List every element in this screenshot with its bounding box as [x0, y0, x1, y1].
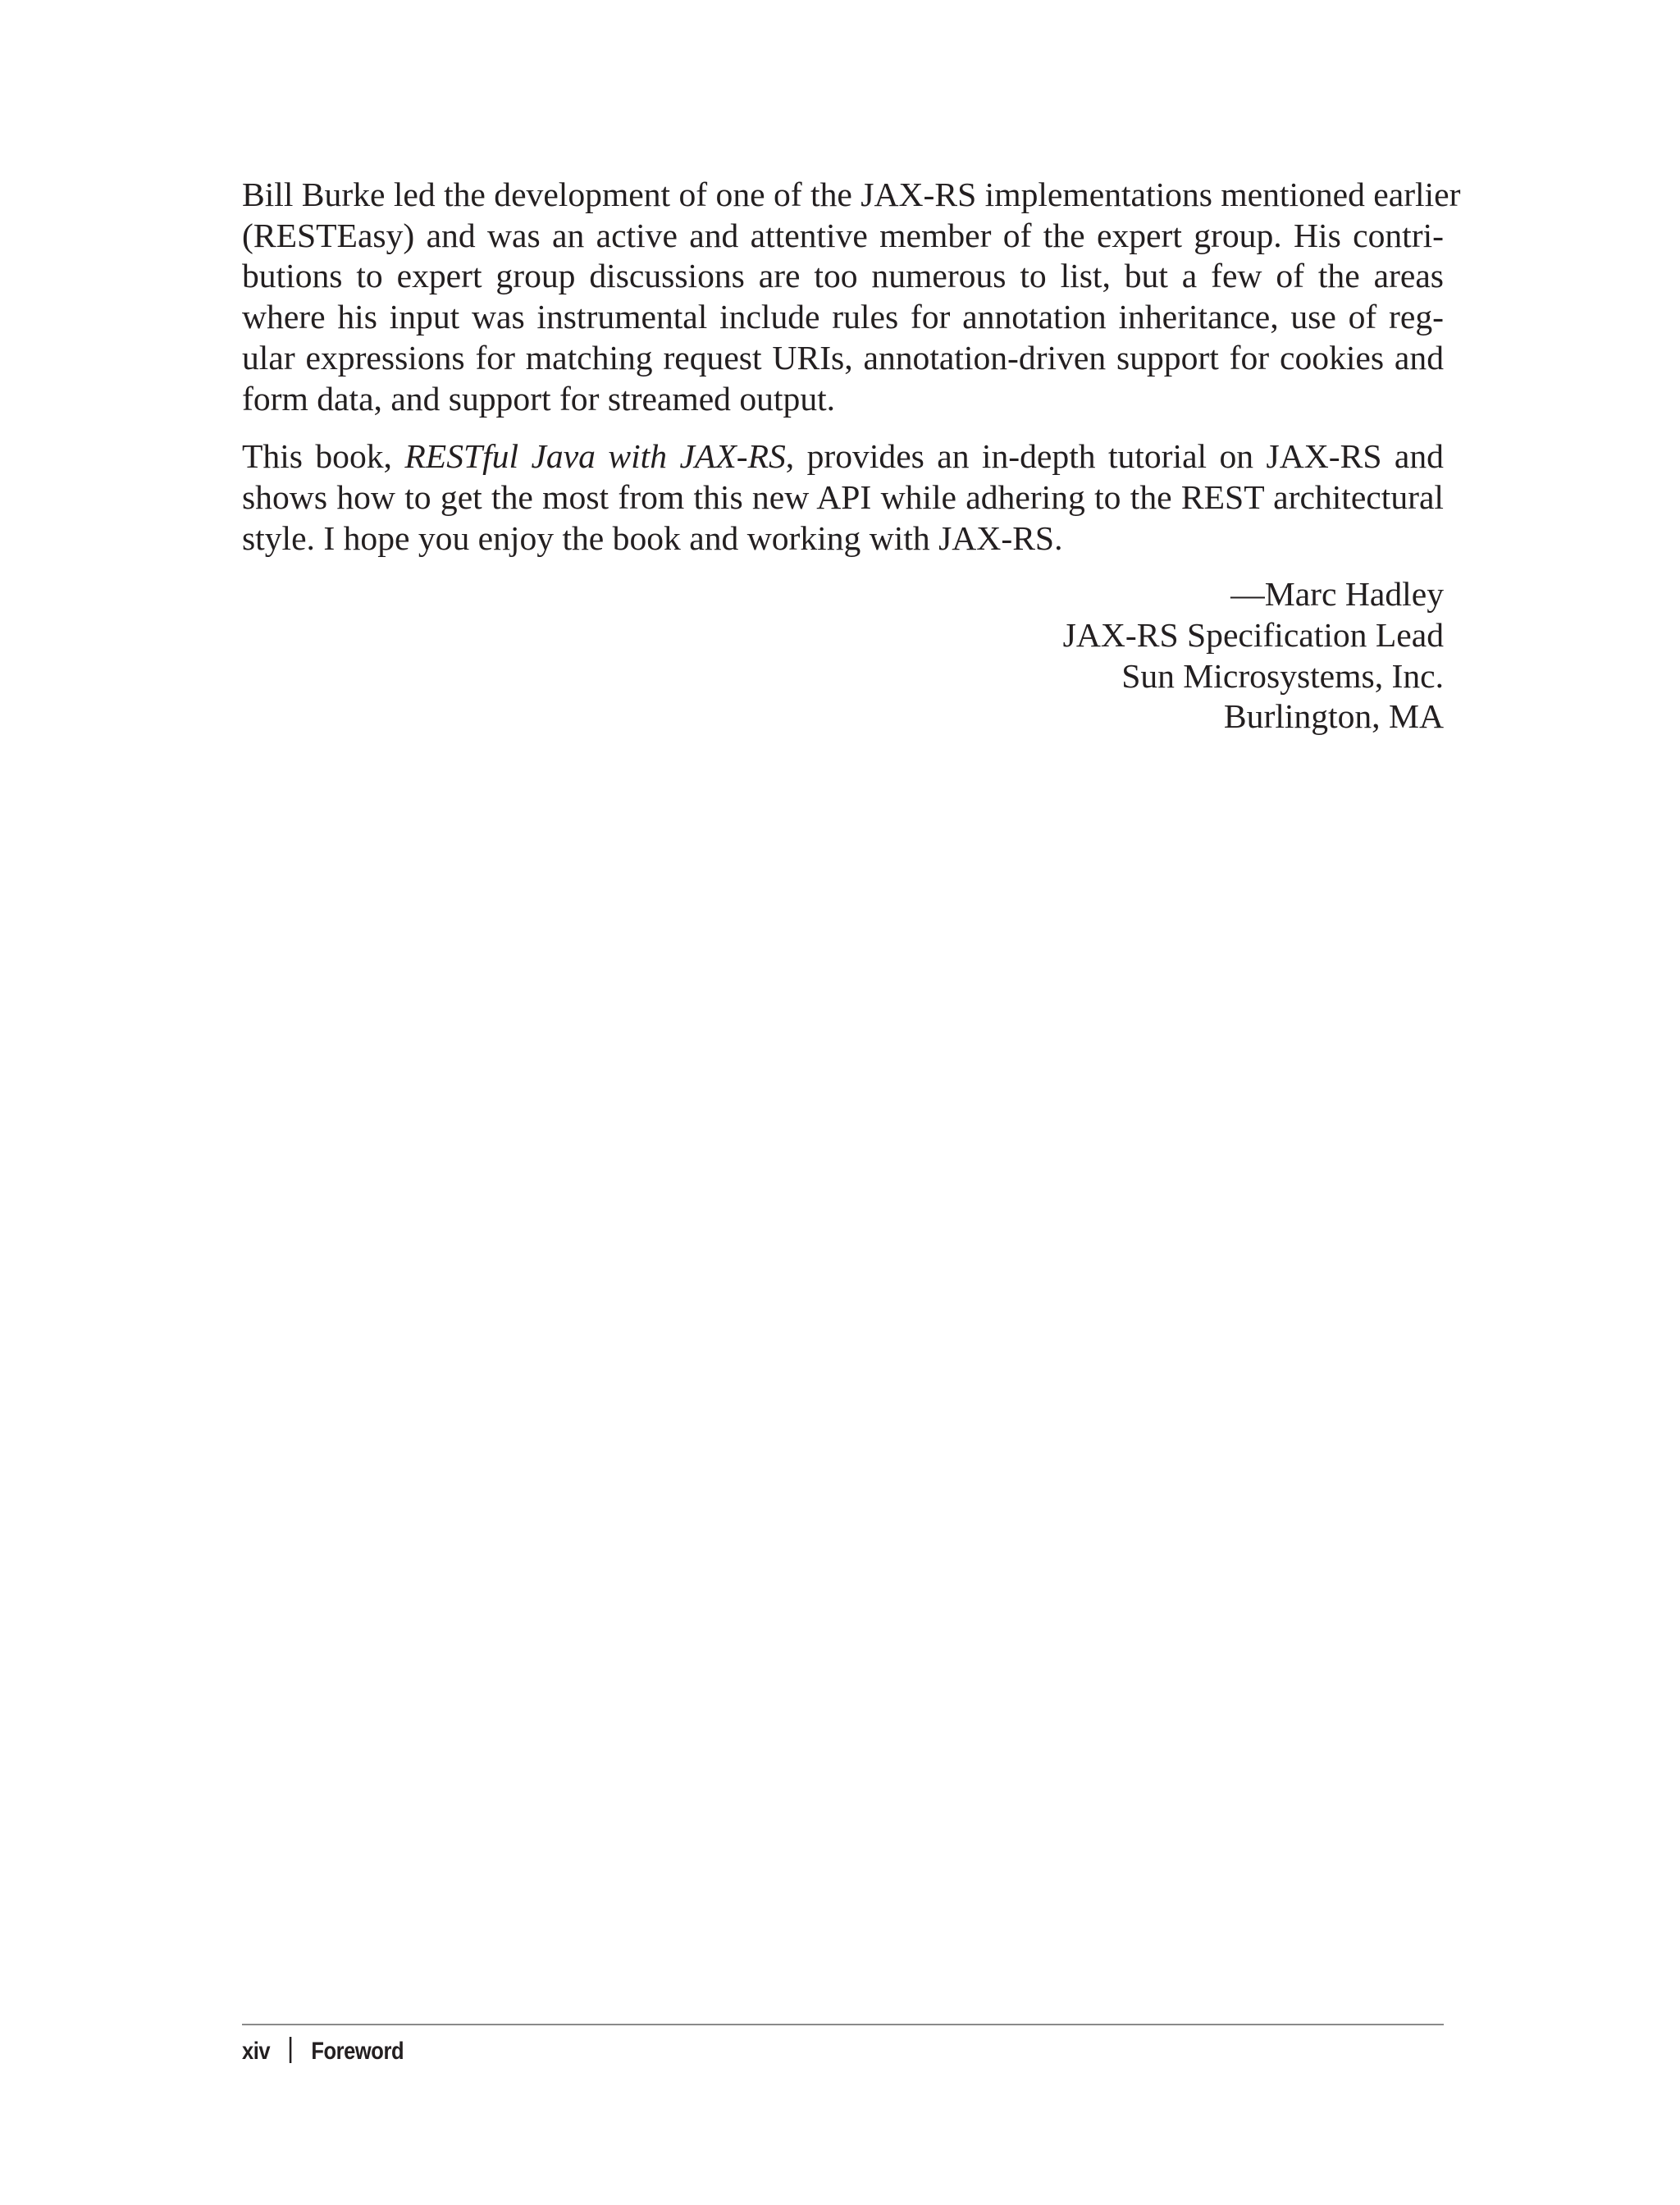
page-footer [242, 2035, 404, 2068]
text-line: ular expressions for matching request URIs, annotation-driven support for cookies and [242, 338, 1444, 377]
text-line: style. I hope you enjoy the book and working with JAX-RS. [242, 518, 1063, 557]
signature-name: —Marc Hadley [1230, 575, 1444, 614]
signature-company: Sun Microsystems, Inc. [1121, 656, 1444, 695]
page-body [242, 175, 1461, 737]
text-line: (RESTEasy) and was an active and attentive member of the expert group. His contri- [242, 216, 1444, 254]
text-line: where his input was instrumental include rules for annotation inheritance, use of reg- [242, 298, 1444, 336]
text-line: butions to expert group discussions are too numerous to list, but a few of the areas [242, 257, 1444, 295]
paragraph-contributors [242, 175, 1461, 419]
book-title: RESTful Java with JAX-RS [404, 437, 786, 476]
section-name: Foreword [311, 2038, 404, 2065]
signature-title: JAX-RS Specification Lead [1062, 616, 1444, 655]
text-line: shows how to get the most from this new API while adhering to the REST architectural [242, 477, 1444, 516]
footer-divider [242, 2024, 1444, 2025]
paragraph-book-intro [242, 436, 1444, 559]
footer-separator [290, 2037, 292, 2063]
signature-block [242, 574, 1444, 737]
text-line: form data, and support for streamed output. [242, 379, 836, 418]
signature-location: Burlington, MA [1223, 697, 1444, 736]
text-line [242, 436, 1444, 477]
text-run: This book, [242, 437, 405, 476]
text-line: Bill Burke led the development of one of the JAX-RS implementations mentioned earlier [242, 176, 1461, 213]
text-run: , provides an in-depth tutorial on JAX-RS and [785, 437, 1444, 476]
page-number: xiv [242, 2038, 271, 2065]
